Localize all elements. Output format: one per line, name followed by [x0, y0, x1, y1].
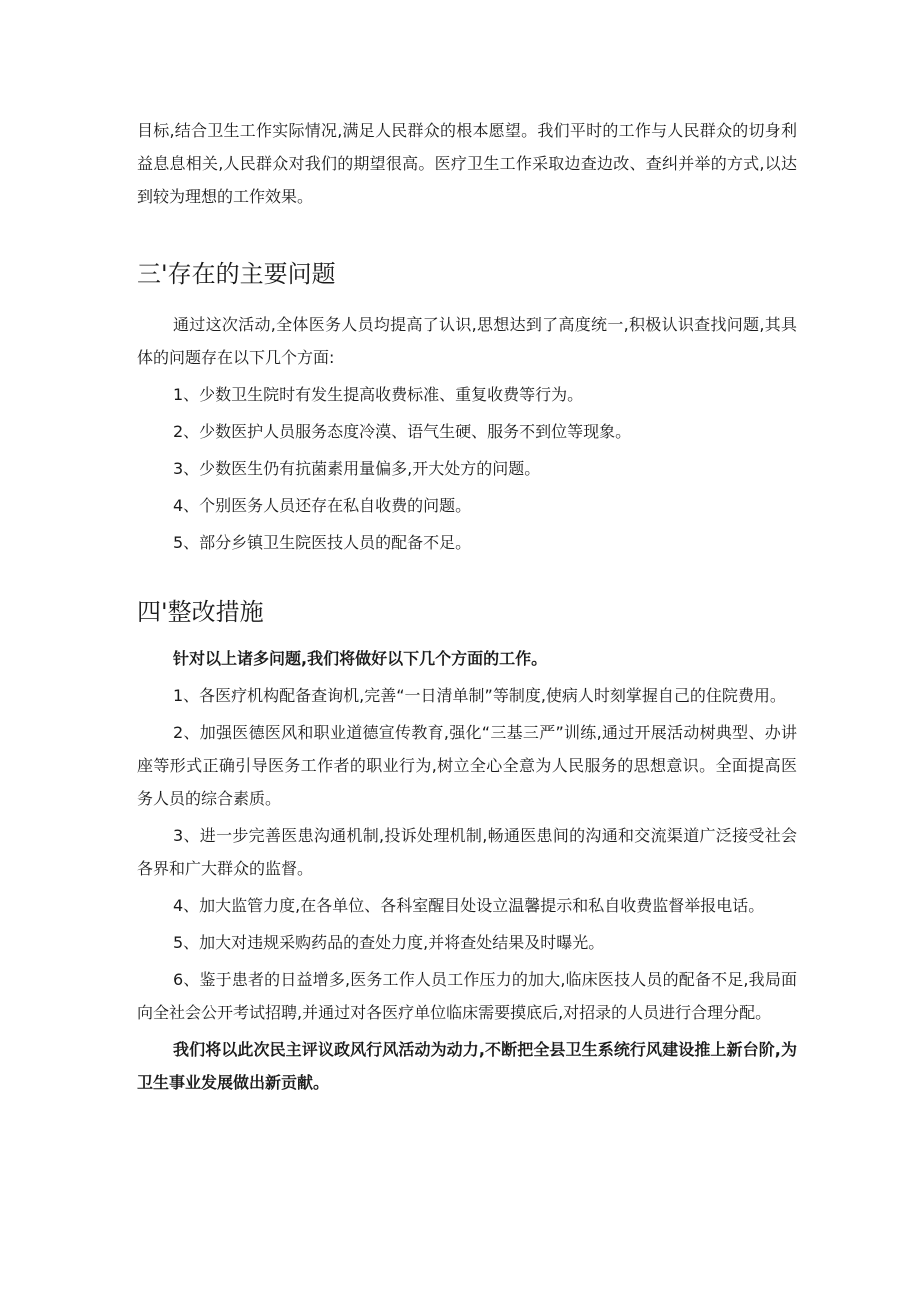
section-3-item: 5、部分乡镇卫生院医技人员的配备不足。 — [173, 533, 472, 552]
section-3-item: 2、少数医护人员服务态度冷漠、语气生硬、服务不到位等现象。 — [173, 422, 632, 441]
section-3-item: 1、少数卫生院时有发生提高收费标准、重复收费等行为。 — [173, 385, 584, 404]
section-4-item: 4、加大监管力度,在各单位、各科室醒目处设立温馨提示和私自收费监督举报电话。 — [173, 896, 765, 915]
section-3-item: 4、个别医务人员还存在私自收费的问题。 — [173, 496, 472, 515]
section-4-item: 1、各医疗机构配备查询机,完善“一日清单制”等制度,使病人时刻掌握自己的住院费用。 — [173, 686, 786, 705]
section-4-lead: 针对以上诸多问题,我们将做好以下几个方面的工作。 — [173, 649, 548, 668]
section-3-heading: 三'存在的主要问题 — [137, 260, 336, 288]
section-3-item: 3、少数医生仍有抗菌素用量偏多,开大处方的问题。 — [173, 459, 541, 478]
intro-paragraph: 目标,结合卫生工作实际情况,满足人民群众的根本愿望。我们平时的工作与人民群众的切身利益息息相关,人民群众对我们的期望很高。医疗卫生工作采取边查边改、查纠并举的方式,以达到较为理想的工作效果。 — [137, 121, 797, 206]
document-page — [137, 114, 797, 1099]
section-4-item: 3、进一步完善医患沟通机制,投诉处理机制,畅通医患间的沟通和交流渠道广泛接受社会各界和广大群众的监督。 — [137, 826, 797, 878]
section-4-item: 5、加大对违规采购药品的查处力度,并将查处结果及时曝光。 — [173, 933, 605, 952]
closing-paragraph: 我们将以此次民主评议政风行风活动为动力,不断把全县卫生系统行风建设推上新台阶,为卫生事业发展做出新贡献。 — [137, 1040, 797, 1092]
section-3-lead: 通过这次活动,全体医务人员均提高了认识,思想达到了高度统一,积极认识查找问题,其具体的问题存在以下几个方面: — [137, 315, 797, 367]
section-4-item: 6、鉴于患者的日益增多,医务工作人员工作压力的加大,临床医技人员的配备不足,我局面向全社会公开考试招聘,并通过对各医疗单位临床需要摸底后,对招录的人员进行合理分配。 — [137, 970, 797, 1022]
section-4-heading: 四'整改措施 — [137, 598, 264, 626]
section-4-item: 2、加强医德医风和职业道德宣传教育,强化“三基三严”训练,通过开展活动树典型、办讲座等形式正确引导医务工作者的职业行为,树立全心全意为人民服务的思想意识。全面提高医务人员的综合素质。 — [137, 723, 797, 808]
